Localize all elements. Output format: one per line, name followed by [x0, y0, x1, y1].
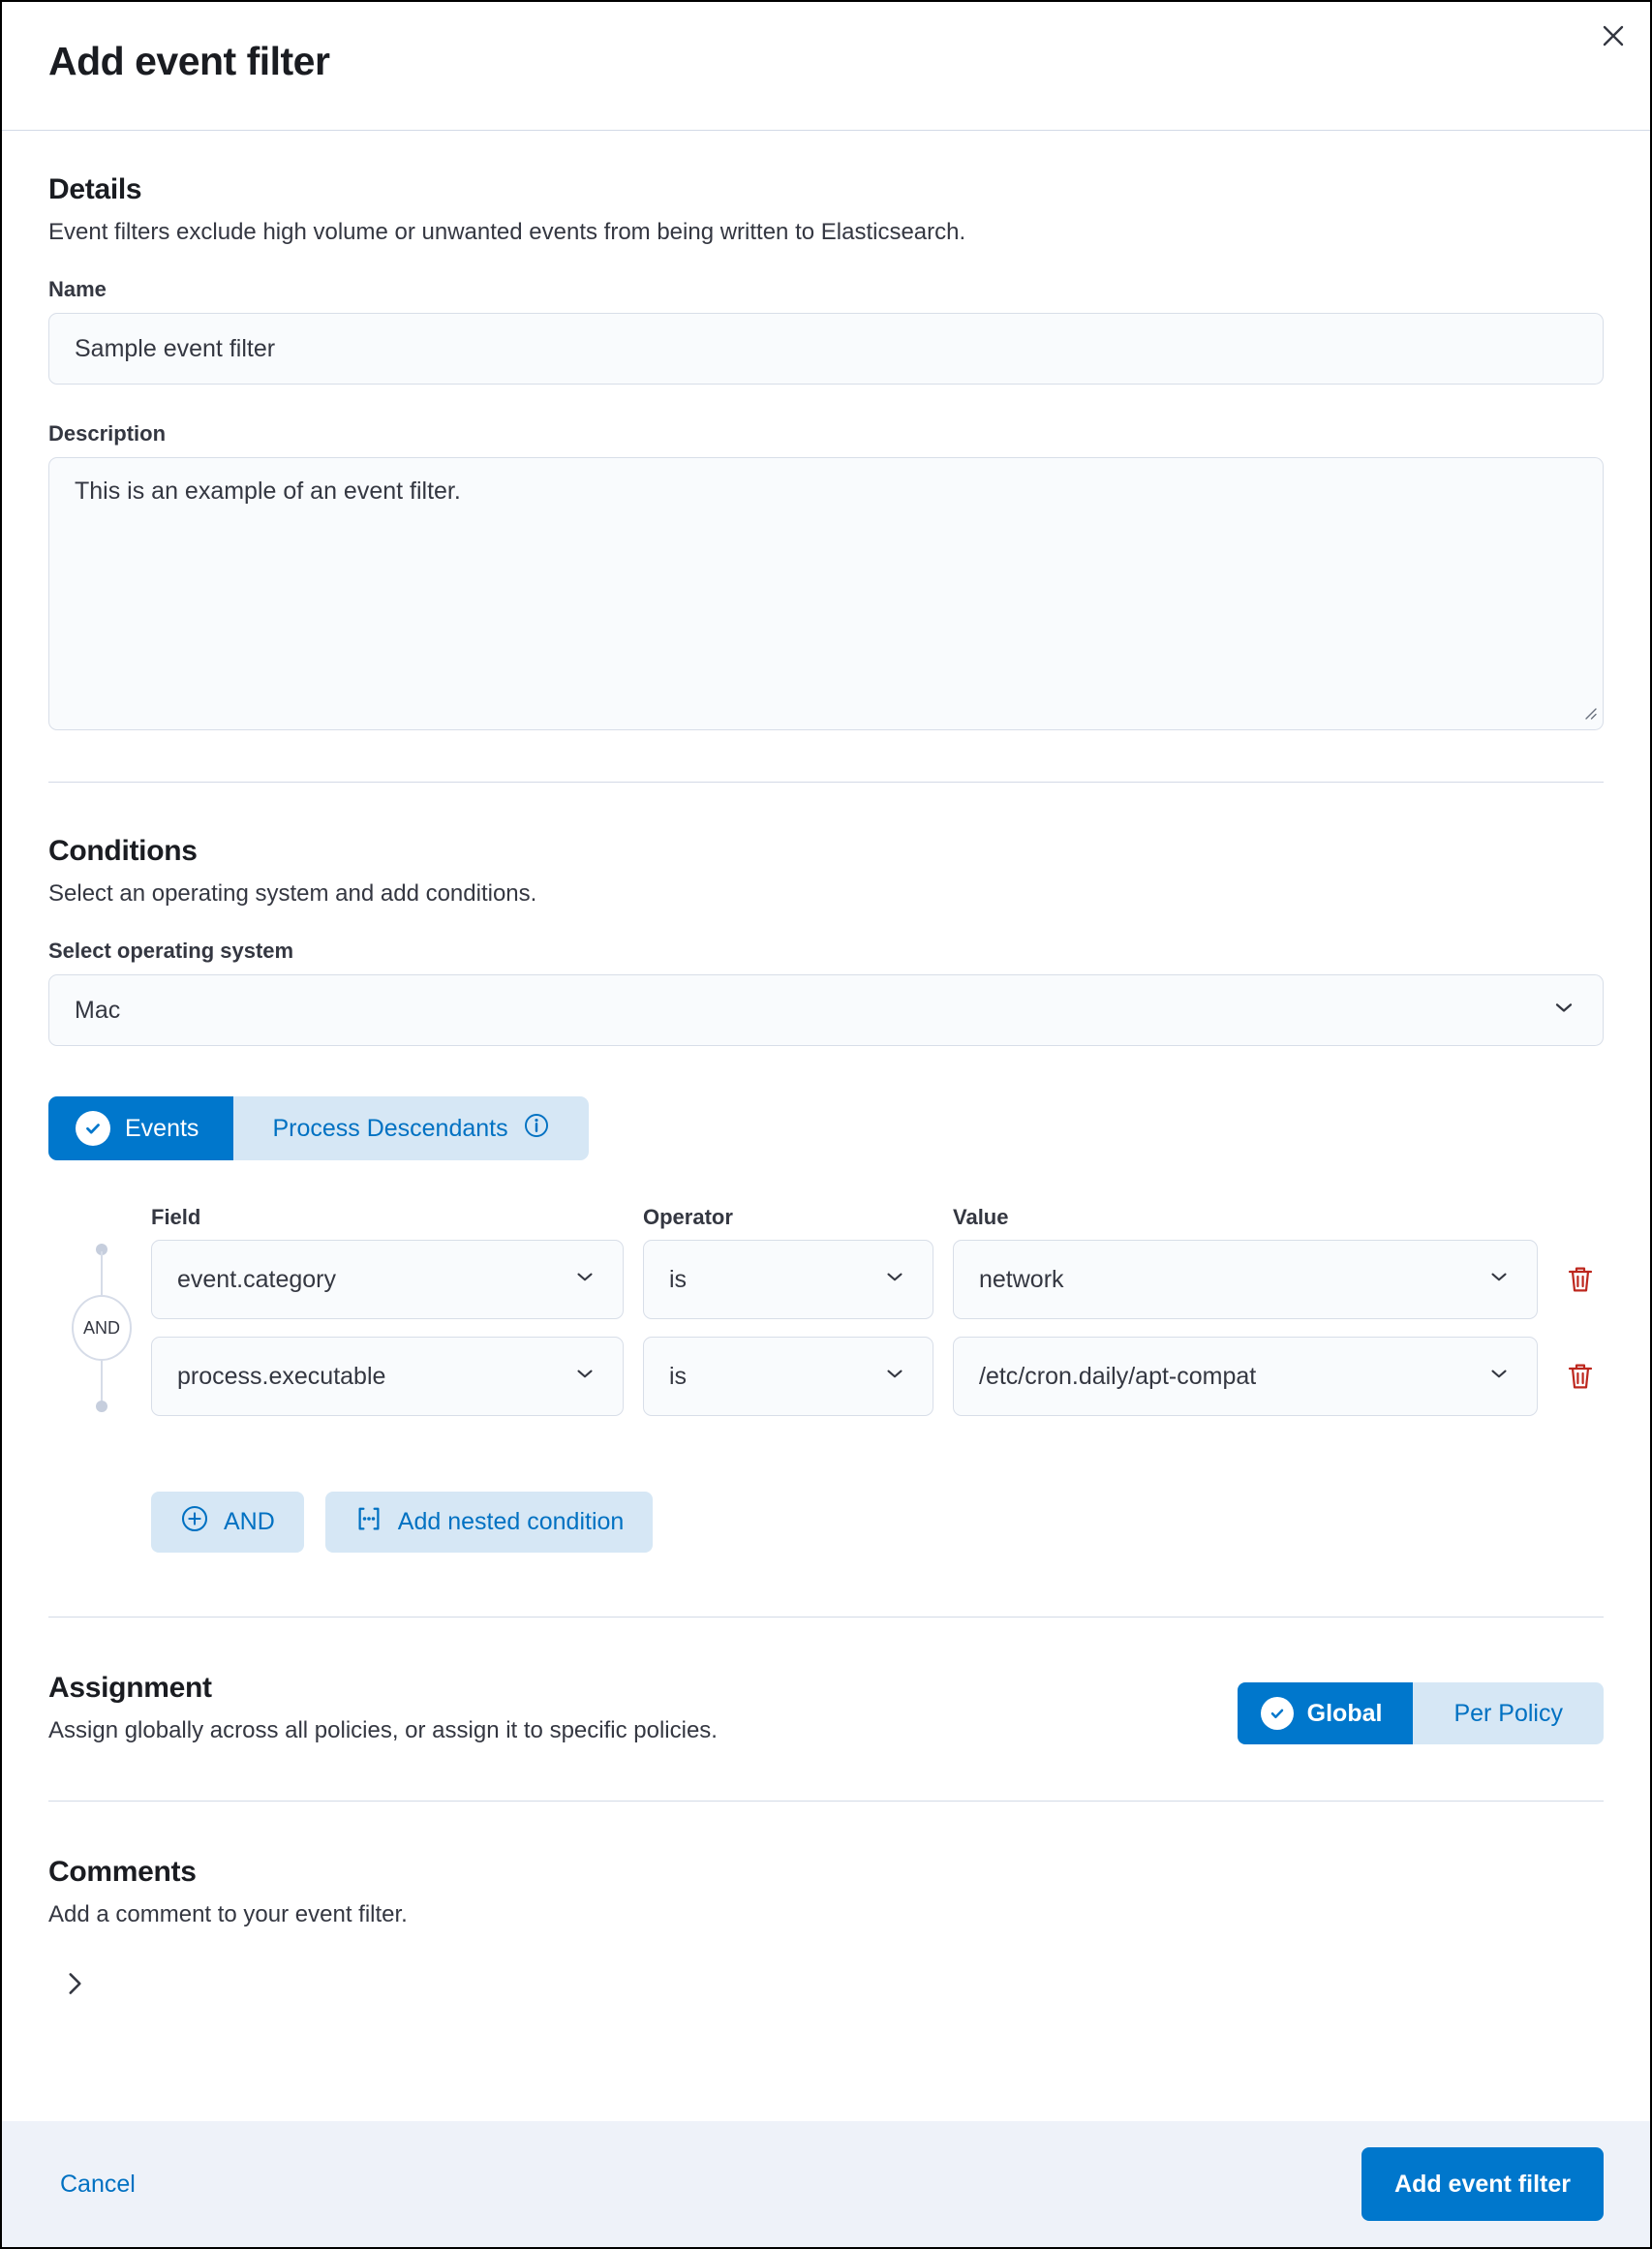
tab-events-label: Events	[125, 1114, 199, 1142]
value-select-value: network	[979, 1265, 1064, 1293]
field-select[interactable]	[151, 1337, 624, 1416]
trash-icon	[1565, 1263, 1596, 1297]
chevron-down-icon	[572, 1264, 597, 1296]
modal-body	[2, 131, 1650, 2121]
toggle-global-label: Global	[1306, 1699, 1383, 1727]
name-input[interactable]	[48, 313, 1604, 385]
and-connector	[48, 1240, 151, 1416]
assignment-subtitle: Assign globally across all policies, or assign it to specific policies.	[48, 1717, 718, 1743]
operator-select[interactable]	[643, 1240, 933, 1319]
trash-icon	[1565, 1360, 1596, 1394]
close-icon	[1598, 20, 1629, 54]
nested-condition-icon	[354, 1504, 383, 1540]
comments-subtitle: Add a comment to your event filter.	[48, 1901, 408, 1927]
tab-process-descendants[interactable]	[233, 1096, 588, 1160]
condition-type-tabs	[48, 1096, 589, 1160]
details-description: Event filters exclude high volume or unwanted events from being written to Elasticsearch.	[48, 219, 966, 245]
comments-expand-button[interactable]	[58, 1967, 91, 2003]
condition-builder	[48, 1240, 1604, 1416]
chevron-down-icon	[1486, 1361, 1512, 1393]
chevron-down-icon	[1550, 994, 1577, 1028]
chevron-down-icon	[1486, 1264, 1512, 1296]
operator-column-header: Operator	[643, 1205, 733, 1229]
value-select-value: /etc/cron.daily/apt-compat	[979, 1362, 1257, 1390]
os-select[interactable]	[48, 974, 1604, 1046]
add-and-condition-label: AND	[224, 1508, 275, 1535]
connector-dot	[96, 1401, 107, 1412]
info-icon[interactable]	[523, 1112, 550, 1146]
comments-heading: Comments	[48, 1856, 197, 1888]
condition-actions	[151, 1492, 1604, 1553]
add-event-filter-button[interactable]: Add event filter	[1361, 2147, 1604, 2221]
operator-select-value: is	[669, 1265, 688, 1293]
name-label: Name	[48, 277, 107, 301]
conditions-subtitle: Select an operating system and add conditions.	[48, 880, 537, 907]
check-icon	[76, 1111, 110, 1146]
cancel-button[interactable]: Cancel	[60, 2170, 136, 2198]
toggle-per-policy-label: Per Policy	[1453, 1699, 1563, 1727]
plus-circle-icon	[180, 1504, 209, 1540]
toggle-global[interactable]	[1238, 1682, 1414, 1744]
tab-events[interactable]	[48, 1096, 233, 1160]
os-select-label: Select operating system	[48, 939, 294, 963]
field-column-header: Field	[151, 1205, 201, 1229]
description-textarea[interactable]	[48, 457, 1604, 730]
assignment-heading: Assignment	[48, 1672, 212, 1704]
value-column-header: Value	[953, 1205, 1009, 1229]
modal-header	[2, 2, 1650, 131]
condition-row	[151, 1240, 1604, 1319]
assignment-section	[48, 1672, 1604, 1744]
value-select[interactable]	[953, 1337, 1538, 1416]
field-select-value: event.category	[177, 1265, 336, 1293]
condition-column-headers	[151, 1205, 1604, 1230]
modal-title: Add event filter	[48, 39, 330, 83]
condition-row	[151, 1337, 1604, 1416]
chevron-down-icon	[882, 1361, 907, 1393]
chevron-right-icon	[58, 1967, 91, 2003]
delete-condition-button[interactable]	[1557, 1240, 1604, 1319]
delete-condition-button[interactable]	[1557, 1337, 1604, 1416]
conditions-section	[48, 835, 1604, 1553]
field-select-value: process.executable	[177, 1362, 386, 1390]
conditions-heading: Conditions	[48, 835, 198, 867]
modal-footer	[2, 2121, 1650, 2247]
details-heading: Details	[48, 173, 142, 205]
and-connector-badge: AND	[72, 1295, 132, 1361]
description-label: Description	[48, 421, 167, 446]
assignment-toggle	[1238, 1682, 1604, 1744]
operator-select-value: is	[669, 1362, 688, 1390]
value-select[interactable]	[953, 1240, 1538, 1319]
chevron-down-icon	[882, 1264, 907, 1296]
section-divider	[48, 782, 1604, 783]
check-icon	[1261, 1697, 1294, 1730]
toggle-per-policy[interactable]	[1413, 1682, 1604, 1744]
tab-process-descendants-label: Process Descendants	[272, 1114, 508, 1142]
operator-select[interactable]	[643, 1337, 933, 1416]
comments-section	[48, 1856, 1604, 2003]
chevron-down-icon	[572, 1361, 597, 1393]
os-select-value: Mac	[75, 996, 121, 1024]
section-divider	[48, 1801, 1604, 1802]
field-select[interactable]	[151, 1240, 624, 1319]
details-section	[48, 173, 1604, 735]
add-nested-condition-button[interactable]	[325, 1492, 654, 1553]
add-and-condition-button[interactable]	[151, 1492, 304, 1553]
add-nested-condition-label: Add nested condition	[397, 1508, 625, 1535]
close-button[interactable]	[1590, 14, 1637, 60]
